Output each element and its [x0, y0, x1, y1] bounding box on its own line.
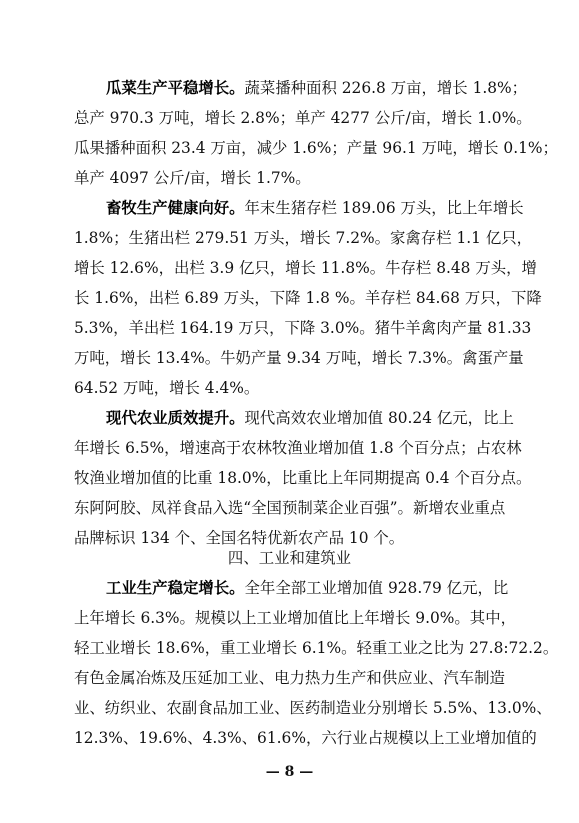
- paragraph-line: [106, 408, 514, 428]
- paragraph-text: 全年全部工业增加值 928.79 亿元，比: [244, 579, 509, 597]
- paragraph-lead: 畜牧生产健康向好。: [106, 199, 245, 217]
- paragraph-line: 瓜果播种面积 23.4 万亩，减少 1.6%；产量 96.1 万吨，增长 0.1%；: [74, 139, 558, 157]
- page-number: — 8 —: [265, 764, 314, 780]
- paragraph-text: 年末生猪存栏 189.06 万头，比上年增长: [244, 199, 524, 217]
- paragraph-lead: 工业生产稳定增长。: [106, 579, 245, 597]
- paragraph-text: 现代高效农业增加值 80.24 亿元，比上: [244, 409, 514, 427]
- paragraph-text: 蔬菜播种面积 226.8 万亩，增长 1.8%；: [244, 79, 528, 97]
- paragraph-line: 增长 12.6%，出栏 3.9 亿只，增长 11.8%。牛存栏 8.48 万头，增: [74, 259, 537, 277]
- paragraph-line: 轻工业增长 18.6%，重工业增长 6.1%。轻重工业之比为 27.8:72.2。: [74, 639, 559, 657]
- paragraph-line: 总产 970.3 万吨，增长 2.8%；单产 4277 公斤/亩，增长 1.0%。: [74, 109, 532, 127]
- paragraph-line: 1.8%；生猪出栏 279.51 万头，增长 7.2%。家禽存栏 1.1 亿只，: [74, 229, 533, 247]
- paragraph-line: [106, 78, 528, 98]
- paragraph-line: 长 1.6%，出栏 6.89 万头，下降 1.8 %。羊存栏 84.68 万只，下降: [74, 289, 542, 307]
- paragraph-line: 万吨，增长 13.4%。牛奶产量 9.34 万吨，增长 7.3%。禽蛋产量: [74, 349, 524, 367]
- paragraph-line: [106, 578, 509, 598]
- paragraph-line: 品牌标识 134 个、全国名特优新农产品 10 个。: [74, 529, 405, 547]
- paragraph-line: 12.3%、19.6%、4.3%、61.6%，六行业占规模以上工业增加值的: [74, 729, 537, 747]
- paragraph-lead: 瓜菜生产平稳增长。: [106, 79, 245, 97]
- paragraph-line: 上年增长 6.3%。规模以上工业增加值比上年增长 9.0%。其中，: [74, 609, 516, 627]
- paragraph-lead: 现代农业质效提升。: [106, 409, 245, 427]
- paragraph-line: [106, 198, 524, 218]
- paragraph-line: 有色金属冶炼及压延加工业、电力热力生产和供应业、汽车制造: [74, 669, 505, 687]
- paragraph-line: 年增长 6.5%，增速高于农林牧渔业增加值 1.8 个百分点；占农林: [74, 439, 522, 457]
- paragraph-line: 64.52 万吨，增长 4.4%。: [74, 379, 260, 397]
- paragraph-line: 业、纺织业、农副食品加工业、医药制造业分别增长 5.5%、13.0%、: [74, 699, 552, 717]
- paragraph-line: 东阿阿胶、凤祥食品入选“全国预制菜企业百强”。新增农业重点: [74, 499, 506, 517]
- paragraph-line: 5.3%，羊出栏 164.19 万只，下降 3.0%。猪牛羊禽肉产量 81.33: [74, 319, 532, 337]
- paragraph-line: 单产 4097 公斤/亩，增长 1.7%。: [74, 169, 311, 187]
- paragraph-line: 牧渔业增加值的比重 18.0%，比重比上年同期提高 0.4 个百分点。: [74, 469, 532, 487]
- section-heading: 四、工业和建筑业: [227, 549, 352, 567]
